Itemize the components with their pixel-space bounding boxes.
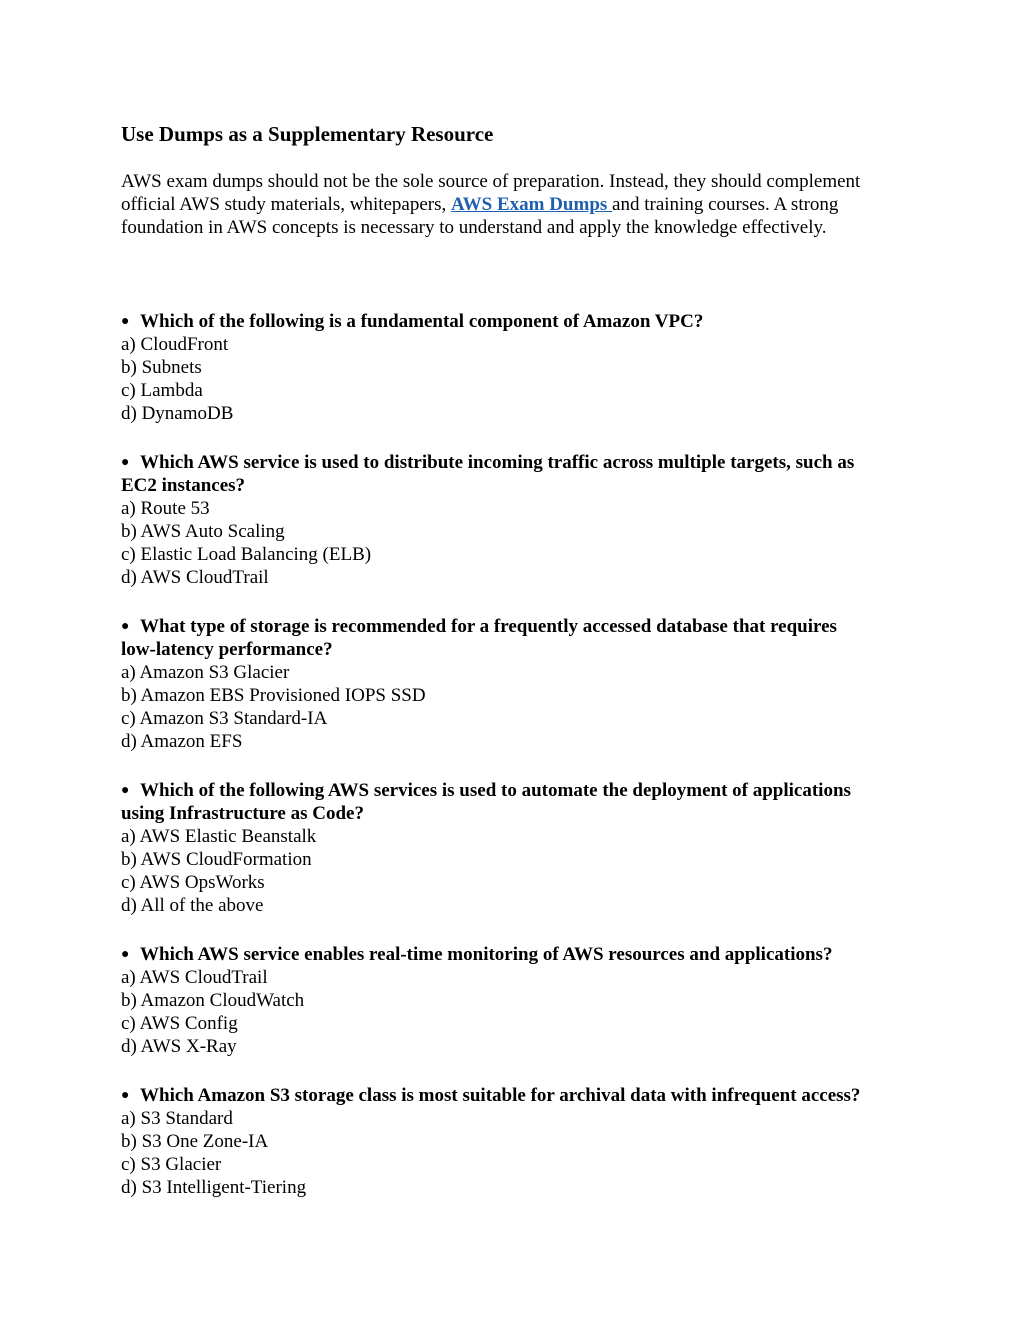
- intro-line-2: [121, 193, 911, 216]
- answer-option: c) Elastic Load Balancing (ELB): [121, 544, 372, 565]
- question-item: [121, 1084, 921, 1199]
- bullet-icon: ●: [121, 314, 130, 329]
- question-item: [121, 310, 921, 425]
- answer-option: b) Amazon CloudWatch: [121, 990, 305, 1011]
- answer-option: b) AWS Auto Scaling: [121, 521, 285, 542]
- answer-option: d) Amazon EFS: [121, 731, 243, 752]
- question-text: ● Which of the following AWS services is used to automate the deployment of applications using Infrastructure as Code?: [121, 780, 851, 824]
- intro-line-2-end: and training courses. A strong: [612, 194, 839, 215]
- answer-option: c) S3 Glacier: [121, 1154, 222, 1175]
- intro-paragraph: [121, 170, 911, 239]
- question-item: [121, 943, 921, 1058]
- question-text: ● Which AWS service is used to distribute incoming traffic across multiple targets, such as EC2 instances?: [121, 452, 855, 496]
- answer-option: a) S3 Standard: [121, 1108, 233, 1129]
- bullet-icon: ●: [121, 619, 130, 634]
- answer-option: b) Amazon EBS Provisioned IOPS SSD: [121, 685, 426, 706]
- answer-option: a) CloudFront: [121, 334, 229, 355]
- intro-line-3: foundation in AWS concepts is necessary to understand and apply the knowledge effectively.: [121, 217, 827, 238]
- answer-option: d) All of the above: [121, 895, 264, 916]
- answer-option: c) Lambda: [121, 380, 203, 401]
- answer-option: c) AWS Config: [121, 1013, 238, 1034]
- question-list: [121, 310, 921, 1225]
- question-text: ● Which AWS service enables real-time monitoring of AWS resources and applications?: [121, 944, 833, 965]
- question-text: ● What type of storage is recommended for a frequently accessed database that requires low-latency performance?: [121, 616, 837, 660]
- answer-option: d) S3 Intelligent-Tiering: [121, 1177, 307, 1198]
- aws-exam-dumps-link[interactable]: AWS Exam Dumps: [451, 194, 613, 215]
- answer-option: a) AWS CloudTrail: [121, 967, 268, 988]
- bullet-icon: ●: [121, 455, 130, 470]
- answer-option: d) AWS CloudTrail: [121, 567, 269, 588]
- answer-option: c) AWS OpsWorks: [121, 872, 265, 893]
- answer-option: c) Amazon S3 Standard-IA: [121, 708, 328, 729]
- answer-option: a) AWS Elastic Beanstalk: [121, 826, 317, 847]
- answer-option: a) Amazon S3 Glacier: [121, 662, 290, 683]
- intro-line-2-start: official AWS study materials, whitepapers,: [121, 194, 452, 215]
- answer-option: b) AWS CloudFormation: [121, 849, 312, 870]
- intro-line-1: AWS exam dumps should not be the sole source of preparation. Instead, they should complement: [121, 171, 861, 192]
- question-text: ● Which Amazon S3 storage class is most suitable for archival data with infrequent access?: [121, 1085, 861, 1106]
- answer-option: b) Subnets: [121, 357, 202, 378]
- answer-option: b) S3 One Zone-IA: [121, 1131, 269, 1152]
- bullet-icon: ●: [121, 1088, 130, 1103]
- answer-option: d) AWS X-Ray: [121, 1036, 237, 1057]
- answer-option: d) DynamoDB: [121, 403, 234, 424]
- answer-option: a) Route 53: [121, 498, 210, 519]
- bullet-icon: ●: [121, 783, 130, 798]
- question-item: [121, 451, 921, 589]
- section-heading: Use Dumps as a Supplementary Resource: [121, 122, 494, 146]
- question-item: [121, 615, 921, 753]
- bullet-icon: ●: [121, 947, 130, 962]
- question-text: ● Which of the following is a fundamental component of Amazon VPC?: [121, 311, 704, 332]
- question-item: [121, 779, 921, 917]
